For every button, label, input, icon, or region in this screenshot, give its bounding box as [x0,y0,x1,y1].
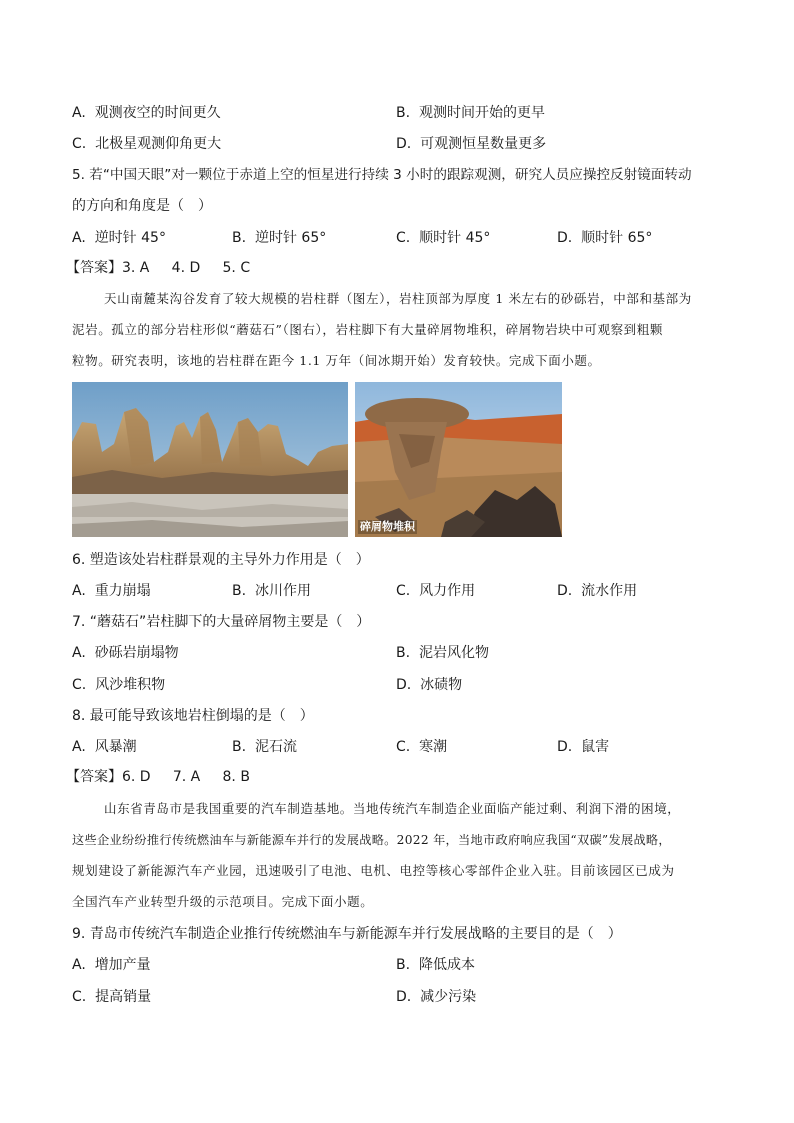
q6-stem: 6. 塑造该处岩柱群景观的主导外力作用是（ ） [72,552,370,568]
passage2-line2: 这些企业纷纷推行传统燃油车与新能源车并行的发展战略。2022 年，当地市政府响应我国“双碳”发展战略， [72,833,671,847]
passage1-line3: 粒物。研究表明，该地的岩柱群在距今 1.1 万年（间冰期开始）发育较快。完成下面小题。 [72,353,601,368]
q5-option-c: C. 顺时针 45° [396,230,491,246]
q9-option-d: D. 减少污染 [396,989,477,1005]
q6-option-c: C. 风力作用 [396,583,476,599]
q8-option-a: A. 风暴潮 [72,739,137,755]
q9-stem: 9. 青岛市传统汽车制造企业推行传统燃油车与新能源车并行发展战略的主要目的是（ ） [72,926,622,942]
q5-option-a: A. 逆时针 45° [72,230,166,246]
q5-stem-line1: 5. 若“中国天眼”对一颗位于赤道上空的恒星进行持续 3 小时的跟踪观测，研究人员应操控反射镜面转动 [72,167,692,183]
q8-stem: 8. 最可能导致该地岩柱倒塌的是（ ） [72,708,314,724]
q5-option-b: B. 逆时针 65° [232,230,327,246]
q5-option-d: D. 顺时针 65° [557,230,653,246]
q4-option-a: A. 观测夜空的时间更久 [72,105,221,121]
q6-option-a: A. 重力崩塌 [72,583,151,599]
q7-option-c: C. 风沙堆积物 [72,677,166,693]
q9-option-a: A. 增加产量 [72,957,151,973]
passage2-line1: 山东省青岛市是我国重要的汽车制造基地。当地传统汽车制造企业面临产能过剩、利润下滑的困境， [104,801,681,816]
q7-option-d: D. 冰碛物 [396,677,463,693]
q5-stem-line2: 的方向和角度是（ ） [72,198,212,214]
q4-option-d: D. 可观测恒星数量更多 [396,136,547,152]
q6-option-d: D. 流水作用 [557,583,638,599]
q8-option-b: B. 泥石流 [232,739,297,755]
q4-option-b: B. 观测时间开始的更早 [396,105,545,121]
q7-option-b: B. 泥岩风化物 [396,645,489,661]
q4-option-c: C. 北极星观测仰角更大 [72,136,222,152]
rock-pillars-photo [72,382,348,537]
q9-option-b: B. 降低成本 [396,957,475,973]
photo-caption: 碎屑物堆积 [360,520,415,533]
answer-block-2: 【答案】6. D 7. A 8. B [66,769,250,785]
answer-block-1: 【答案】3. A 4. D 5. C [66,260,251,276]
q8-option-d: D. 鼠害 [557,739,610,755]
passage1-line2: 泥岩。孤立的部分岩柱形似“蘑菇石”（图右），岩柱脚下有大量碎屑物堆积，碎屑物岩块中可观察到粗颗 [72,322,663,337]
passage2-line4: 全国汽车产业转型升级的示范项目。完成下面小题。 [72,894,374,909]
mushroom-rock-photo [355,382,562,537]
q7-option-a: A. 砂砾岩崩塌物 [72,645,179,661]
passage1-line1: 天山南麓某沟谷发育了较大规模的岩柱群（图左），岩柱顶部为厚度 1 米左右的砂砾岩，中部和基部为 [104,291,692,306]
q6-option-b: B. 冰川作用 [232,583,311,599]
q8-option-c: C. 寒潮 [396,739,448,755]
q7-stem: 7. “蘑菇石”岩柱脚下的大量碎屑物主要是（ ） [72,614,371,630]
passage2-line3: 规划建设了新能源汽车产业园，迅速吸引了电池、电机、电控等核心零部件企业入驻。目前该园区已成为 [72,863,675,878]
q9-option-c: C. 提高销量 [72,989,152,1005]
